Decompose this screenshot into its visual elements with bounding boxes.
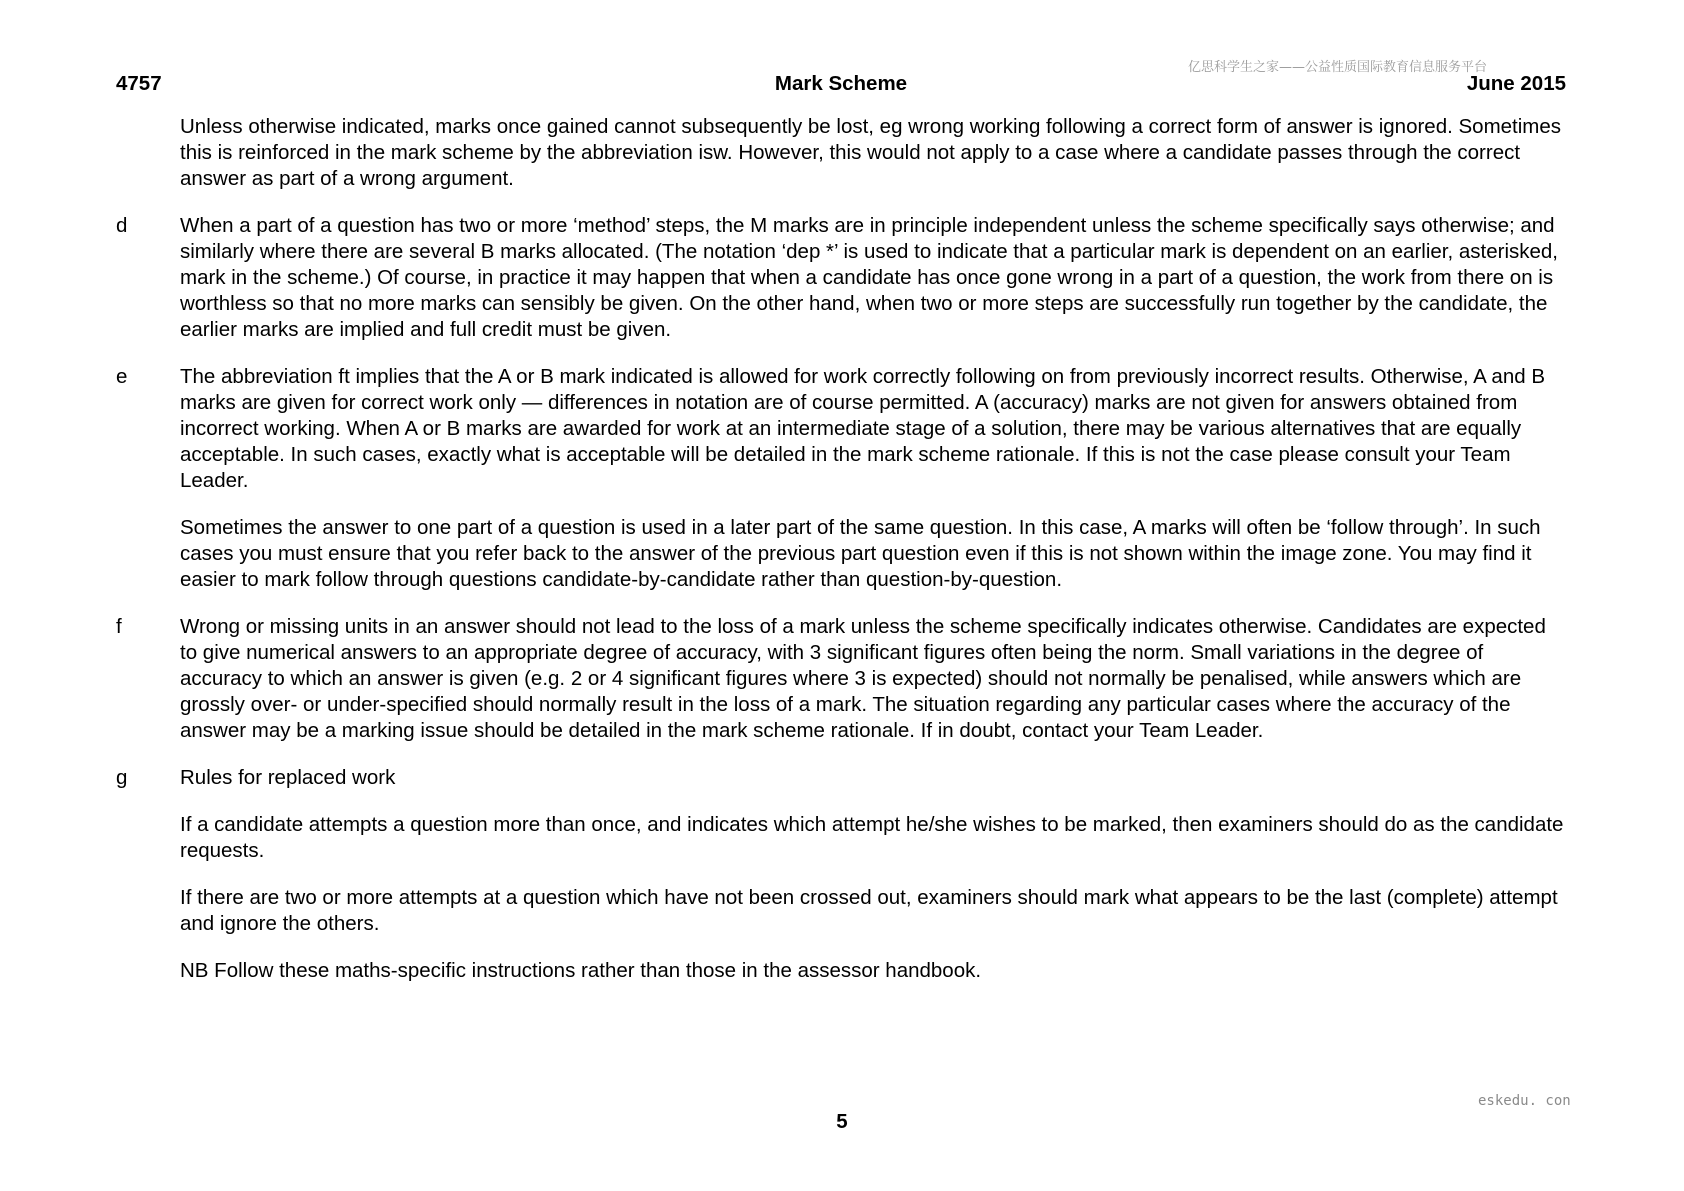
paragraph: Unless otherwise indicated, marks once gained cannot subsequently be lost, eg wrong working following a correct form of answer is ignored. Sometimes this is reinforced in the mark scheme by the abbreviation isw. However, this would not apply to a case where a candidate passes through the correct answer as part of a wrong argument.: [180, 115, 1562, 190]
section-letter: f: [116, 615, 122, 638]
exam-date: June 2015: [1466, 72, 1566, 95]
section-e: [116, 364, 1556, 494]
section-g-continued: [116, 885, 1556, 937]
paragraph: When a part of a question has two or more ‘method’ steps, the M marks are in principle independent unless the scheme specifically says otherwise; and similarly where there are several B marks allocated. (The notation ‘dep *’ is used to indicate that a particular mark is dependent on an earlier, asterisked, mark in the scheme.) Of course, in practice it may happen that when a candidate has once gone wrong in a part of a question, the work from there on is worthless so that no more marks can sensibly be given. On the other hand, when two or more steps are successfully run together by the candidate, the earlier marks are implied and full credit must be given.: [180, 214, 1558, 341]
paragraph: Sometimes the answer to one part of a question is used in a later part of the same question. In this case, A marks will often be ‘follow through’. In such cases you must ensure that you refer back to the answer of the previous part question even if this is not shown within the image zone. You may find it easier to mark follow through questions candidate-by-candidate rather than question-by-question.: [180, 516, 1541, 591]
section-g-continued: [116, 958, 1556, 984]
section-letter: e: [116, 365, 128, 388]
section-g-continued: [116, 812, 1564, 864]
document-title: Mark Scheme: [774, 72, 908, 95]
page-header: [116, 72, 1566, 100]
section-f: [116, 614, 1556, 744]
document-body: [116, 114, 1564, 1005]
watermark-bottom: eskedu. con: [1478, 1093, 1571, 1109]
paragraph: NB Follow these maths-specific instructions rather than those in the assessor handbook.: [180, 959, 982, 982]
paragraph: Wrong or missing units in an answer should not lead to the loss of a mark unless the scheme specifically indicates otherwise. Candidates are expected to give numerical answers to an appropriate degree of accuracy, with 3 significant figures often being the norm. Small variations in the degree of accuracy to which an answer is given (e.g. 2 or 4 significant figures where 3 is expected) should not normally be penalised, while answers which are grossly over- or under-specified should normally result in the loss of a mark. The situation regarding any particular cases where the accuracy of the answer may be a marking issue should be detailed in the mark scheme rationale. If in doubt, contact your Team Leader.: [180, 615, 1546, 742]
section-letter: g: [116, 766, 128, 789]
watermark-top: 亿思科学生之家——公益性质国际教育信息服务平台: [1188, 60, 1488, 75]
section-letter: d: [116, 214, 128, 237]
section-e-continued: [116, 515, 1556, 593]
section-heading: Rules for replaced work: [180, 766, 396, 789]
section-d: [116, 213, 1556, 343]
section-continued: [116, 114, 1562, 192]
paper-code: 4757: [116, 72, 162, 95]
paragraph: If a candidate attempts a question more than once, and indicates which attempt he/she wishes to be marked, then examiners should do as the candidate requests.: [180, 813, 1564, 862]
page-number: 5: [836, 1110, 848, 1133]
paragraph: If there are two or more attempts at a question which have not been crossed out, examiners should mark what appears to be the last (complete) attempt and ignore the others.: [180, 886, 1558, 935]
paragraph: The abbreviation ft implies that the A or B mark indicated is allowed for work correctly following on from previously incorrect results. Otherwise, A and B marks are given for correct work only — differences in notation are of course permitted. A (accuracy) marks are not given for answers obtained from incorrect working. When A or B marks are awarded for work at an intermediate stage of a solution, there may be various alternatives that are equally acceptable. In such cases, exactly what is acceptable will be detailed in the mark scheme rationale. If this is not the case please consult your Team Leader.: [180, 365, 1545, 492]
section-g: [116, 765, 1556, 791]
